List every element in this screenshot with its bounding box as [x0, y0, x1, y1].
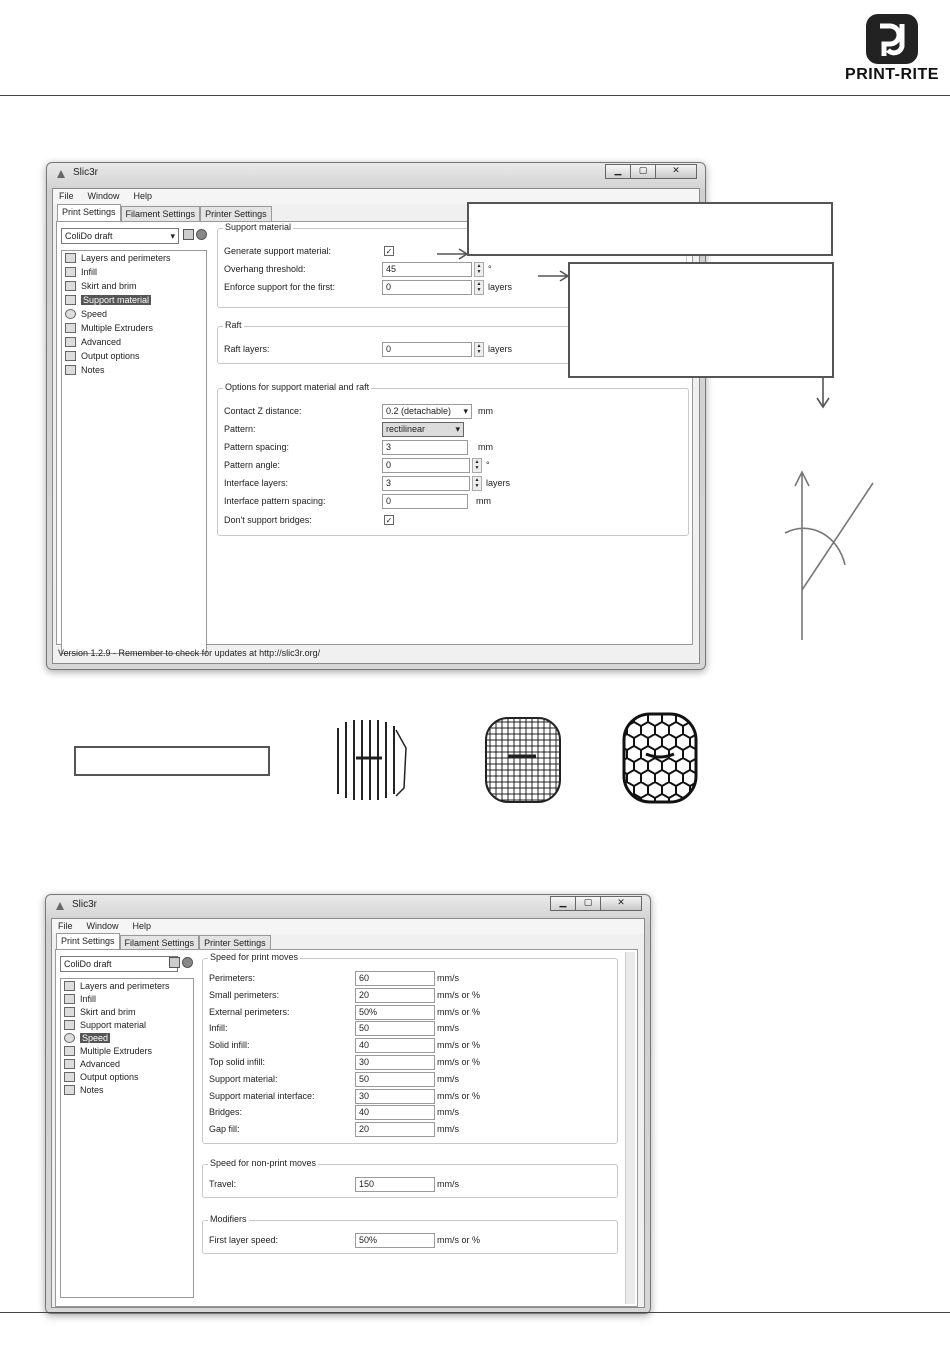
speed-icon — [64, 1033, 75, 1043]
window-controls — [551, 896, 642, 911]
modifiers-group — [202, 1214, 618, 1254]
pattern-angle-label: Pattern angle: — [224, 460, 281, 470]
menu-file[interactable]: File — [58, 921, 73, 931]
interface-layers-unit: layers — [486, 478, 511, 488]
contact-z-unit: mm — [478, 406, 493, 416]
honeycomb-pattern-icon — [620, 710, 700, 806]
slic3r-app-icon — [54, 900, 66, 912]
speed-row — [209, 1055, 609, 1070]
tree-item-layers[interactable]: Layers and perimeters — [62, 251, 206, 265]
raft-layers-input[interactable]: 0 — [382, 342, 472, 357]
speed-unit: mm/s or % — [437, 1040, 481, 1051]
tree-item-skirt[interactable]: Skirt and brim — [61, 1005, 193, 1018]
interface-spacing-input[interactable]: 0 — [382, 494, 468, 509]
pattern-spacing-input[interactable]: 3 — [382, 440, 468, 455]
non-print-moves-group — [202, 1158, 618, 1198]
pattern-angle-input[interactable]: 0 — [382, 458, 470, 473]
enforce-unit: layers — [488, 282, 513, 292]
enforce-spinner[interactable]: ▲ ▼ — [474, 280, 484, 295]
speed-label: Infill: — [209, 1023, 228, 1034]
tree-item-advanced[interactable]: Advanced — [61, 1057, 193, 1070]
group-title: Raft — [225, 320, 242, 330]
close-button[interactable]: ✕ — [600, 896, 642, 911]
speed-label: Perimeters: — [209, 973, 256, 983]
speed-row — [209, 1089, 609, 1104]
speed-input[interactable]: 20 — [355, 1122, 435, 1137]
speed-row — [209, 1005, 609, 1020]
tree-item-speed[interactable]: Speed — [61, 1031, 193, 1044]
overhang-label: Overhang threshold: — [224, 264, 306, 274]
speed-row — [209, 1038, 609, 1053]
speed-input[interactable]: 50% — [355, 1005, 435, 1020]
tree-item-notes[interactable]: Notes — [62, 363, 206, 377]
layers-icon — [64, 981, 75, 991]
first-layer-unit: mm/s or % — [437, 1235, 481, 1245]
speed-row — [209, 1021, 609, 1036]
infill-icon — [64, 994, 75, 1004]
grid-pattern-icon — [478, 714, 570, 806]
contact-z-select[interactable]: 0.2 (detachable) ▾ — [382, 404, 472, 419]
speed-input[interactable]: 50 — [355, 1021, 435, 1036]
speed-unit: mm/s or % — [437, 1057, 481, 1067]
speed-label: Solid infill: — [209, 1040, 250, 1051]
footer-rule — [0, 1312, 950, 1313]
tree-item-notes[interactable]: Notes — [61, 1083, 193, 1096]
contact-z-label: Contact Z distance: — [224, 406, 302, 416]
extruder-icon — [64, 1046, 75, 1056]
settings-tree — [60, 978, 194, 1298]
speed-input[interactable]: 60 — [355, 971, 435, 986]
speed-unit: mm/s — [437, 1023, 459, 1034]
speed-label: Bridges: — [209, 1107, 243, 1118]
interface-layers-label: Interface layers: — [224, 478, 289, 488]
speed-row — [209, 971, 609, 986]
pattern-spacing-label: Pattern spacing: — [224, 442, 290, 452]
interface-spacing-label: Interface pattern spacing: — [224, 496, 326, 506]
angle-diagram-icon — [785, 472, 873, 640]
tree-item-layers[interactable]: Layers and perimeters — [61, 979, 193, 992]
tree-item-skirt[interactable]: Skirt and brim — [62, 279, 206, 293]
tree-item-infill[interactable]: Infill — [62, 265, 206, 279]
slic3r-window-speed — [45, 894, 651, 1314]
tab-printer-settings[interactable]: Printer Settings — [200, 206, 272, 222]
tree-item-extruders[interactable]: Multiple Extruders — [62, 321, 206, 335]
travel-row — [209, 1177, 609, 1192]
save-preset-icon[interactable] — [169, 957, 180, 968]
speed-unit: mm/s or % — [437, 1006, 481, 1017]
group-title: Speed for non-print moves — [210, 1158, 317, 1168]
menu-bar — [52, 919, 644, 934]
notes-icon — [64, 1085, 75, 1095]
skirt-icon — [64, 1007, 75, 1017]
menu-window[interactable]: Window — [87, 191, 120, 201]
enforce-input[interactable]: 0 — [382, 280, 472, 295]
speed-unit: mm/s — [437, 1107, 459, 1118]
tree-item-support[interactable]: Support material — [62, 293, 206, 307]
speed-label: Support material: — [209, 1073, 278, 1084]
group-title: Options for support material and raft — [225, 382, 370, 392]
pattern-label: Pattern: — [224, 424, 256, 434]
speed-unit: mm/s or % — [437, 989, 481, 1000]
pattern-angle-spinner[interactable]: ▲ ▼ — [472, 458, 482, 473]
speed-input[interactable]: 50 — [355, 1072, 435, 1087]
maximize-button[interactable]: ▢ — [575, 896, 601, 911]
speed-unit: mm/s — [437, 1073, 459, 1084]
speed-unit: mm/s or % — [437, 1090, 481, 1101]
tab-filament-settings[interactable]: Filament Settings — [120, 935, 200, 951]
menu-window[interactable]: Window — [86, 921, 119, 931]
tree-item-speed[interactable]: Speed — [62, 307, 206, 321]
bridges-checkbox[interactable]: ✓ — [385, 516, 393, 525]
speed-label: Small perimeters: — [209, 989, 280, 1000]
minimize-button[interactable]: ▁ — [605, 164, 631, 179]
group-title: Modifiers — [210, 1214, 247, 1224]
speed-label: Support material interface: — [209, 1090, 315, 1101]
speed-row — [209, 1122, 609, 1137]
generate-support-label: Generate support material: — [224, 246, 332, 256]
preset-select[interactable]: ColiDo draft ▾ — [60, 956, 178, 972]
first-layer-row — [209, 1233, 609, 1248]
interface-spacing-unit: mm — [476, 496, 491, 506]
group-title: Support material — [225, 222, 292, 232]
speed-label: External perimeters: — [209, 1006, 290, 1017]
minimize-button[interactable]: ▁ — [550, 896, 576, 911]
preset-select[interactable]: ColiDo draft ▾ — [61, 228, 179, 244]
raft-layers-label: Raft layers: — [224, 344, 270, 354]
tab-printer-settings[interactable]: Printer Settings — [199, 935, 271, 951]
brand-name: PRINT-RITE — [845, 66, 939, 83]
pattern-spacing-unit: mm — [478, 442, 493, 452]
pattern-select[interactable]: rectilinear ▾ — [382, 422, 464, 437]
speed-label: Top solid infill: — [209, 1057, 266, 1067]
status-bar: Version 1.2.9 - Remember to check for updates at http://slic3r.org/ — [58, 648, 321, 658]
speed-input[interactable]: 30 — [355, 1055, 435, 1070]
raft-layers-spinner[interactable]: ▲ ▼ — [474, 342, 484, 357]
maximize-button[interactable]: ▢ — [630, 164, 656, 179]
menu-help[interactable]: Help — [132, 921, 152, 931]
overhang-unit: ° — [488, 264, 492, 274]
pattern-caption-box — [74, 746, 270, 776]
speed-row — [209, 988, 609, 1003]
menu-help[interactable]: Help — [133, 191, 153, 201]
interface-layers-spinner[interactable]: ▲ ▼ — [472, 476, 482, 491]
tree-item-output[interactable]: Output options — [61, 1070, 193, 1083]
travel-input[interactable]: 150 — [355, 1177, 435, 1192]
speed-unit: mm/s — [437, 1124, 459, 1135]
vertical-scrollbar[interactable] — [625, 952, 635, 1304]
speed-input[interactable]: 20 — [355, 988, 435, 1003]
tree-item-support[interactable]: Support material — [61, 1018, 193, 1031]
pattern-angle-unit: ° — [486, 460, 490, 470]
support-icon — [64, 1020, 75, 1030]
rectilinear-pattern-icon — [326, 718, 416, 802]
print-settings-pane — [55, 949, 638, 1307]
first-layer-input[interactable]: 50% — [355, 1233, 435, 1248]
first-layer-label: First layer speed: — [209, 1235, 279, 1245]
raft-layers-unit: layers — [488, 344, 513, 354]
speed-row — [209, 1072, 609, 1087]
tree-item-output[interactable]: Output options — [62, 349, 206, 363]
generate-support-checkbox[interactable]: ✓ — [385, 247, 393, 256]
output-icon — [64, 1072, 75, 1082]
speed-unit: mm/s — [437, 973, 459, 983]
tree-item-infill[interactable]: Infill — [61, 992, 193, 1005]
tab-filament-settings[interactable]: Filament Settings — [121, 206, 201, 222]
delete-preset-icon[interactable] — [182, 957, 193, 968]
speed-input[interactable]: 40 — [355, 1038, 435, 1053]
tab-print-settings[interactable]: Print Settings — [56, 933, 120, 951]
speed-row — [209, 1105, 609, 1120]
tree-item-advanced[interactable]: Advanced — [62, 335, 206, 349]
window-title: Slic3r — [72, 899, 98, 910]
menu-file[interactable]: File — [59, 191, 74, 201]
speed-input[interactable]: 30 — [355, 1089, 435, 1104]
wrench-icon — [64, 1059, 75, 1069]
window-client — [51, 918, 645, 1308]
travel-unit: mm/s — [437, 1179, 459, 1189]
overhang-spinner[interactable]: ▲ ▼ — [474, 262, 484, 277]
overhang-input[interactable]: 45 — [382, 262, 472, 277]
tab-print-settings[interactable]: Print Settings — [57, 204, 121, 222]
close-button[interactable]: ✕ — [655, 164, 697, 179]
group-title: Speed for print moves — [210, 952, 299, 962]
travel-label: Travel: — [209, 1179, 237, 1189]
print-moves-group — [202, 952, 618, 1144]
enforce-label: Enforce support for the first: — [224, 282, 336, 292]
speed-input[interactable]: 40 — [355, 1105, 435, 1120]
tree-item-extruders[interactable]: Multiple Extruders — [61, 1044, 193, 1057]
window-title: Slic3r — [73, 167, 99, 178]
speed-label: Gap fill: — [209, 1124, 240, 1135]
bridges-label: Don't support bridges: — [224, 515, 312, 525]
interface-layers-input[interactable]: 3 — [382, 476, 470, 491]
